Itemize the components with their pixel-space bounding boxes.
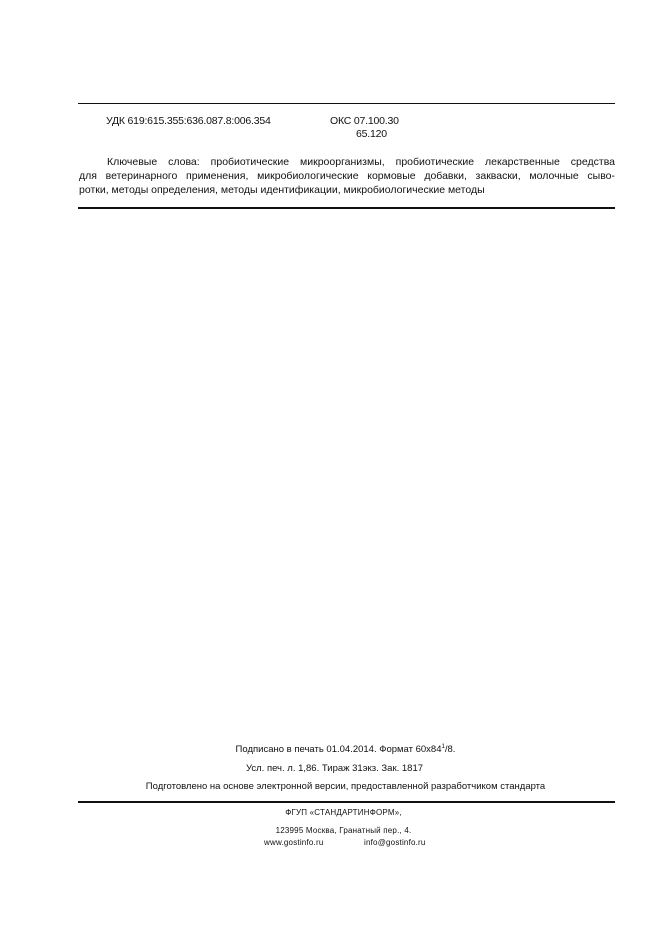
keywords-paragraph xyxy=(79,155,615,197)
publisher-website: www.gostinfo.ru xyxy=(264,838,324,847)
publisher-address: 123995 Москва, Гранатный пер., 4. xyxy=(275,826,412,835)
oks-code: ОКС 07.100.30 xyxy=(330,115,399,127)
publisher-name: ФГУП «СТАНДАРТИНФОРМ», xyxy=(285,808,402,817)
format-superscript: 1 xyxy=(441,744,445,750)
oks-code-secondary: 65.120 xyxy=(356,128,387,140)
keywords-line: ротки, методы определения, методы идентификации, микробиологические методы xyxy=(79,184,485,196)
publisher-email: info@gostinfo.ru xyxy=(364,838,426,847)
signed-to-print xyxy=(0,744,661,755)
keywords-line: для ветеринарного применения, микробиологические кормовые добавки, закваски, молочные сыво- xyxy=(79,170,615,182)
format-subscript: /8 xyxy=(444,744,453,756)
print-info: Усл. печ. л. 1,86. Тираж 31экз. Зак. 1817 xyxy=(245,763,424,774)
udk-code: УДК 619:615.355:636.087.8:006.354 xyxy=(106,115,271,127)
imprint-divider xyxy=(78,801,615,803)
format-end: . xyxy=(452,744,456,756)
keywords-divider xyxy=(78,207,615,209)
keywords-line: Ключевые слова: пробиотические микроорганизмы, пробиотические лекарственные средства xyxy=(107,156,615,168)
top-divider xyxy=(78,103,615,104)
prepared-note: Подготовлено на основе электронной версии, предоставленной разработчиком стандарта xyxy=(145,781,546,792)
signed-text: Подписано в печать 01.04.2014. Формат 60х84 xyxy=(235,744,442,756)
